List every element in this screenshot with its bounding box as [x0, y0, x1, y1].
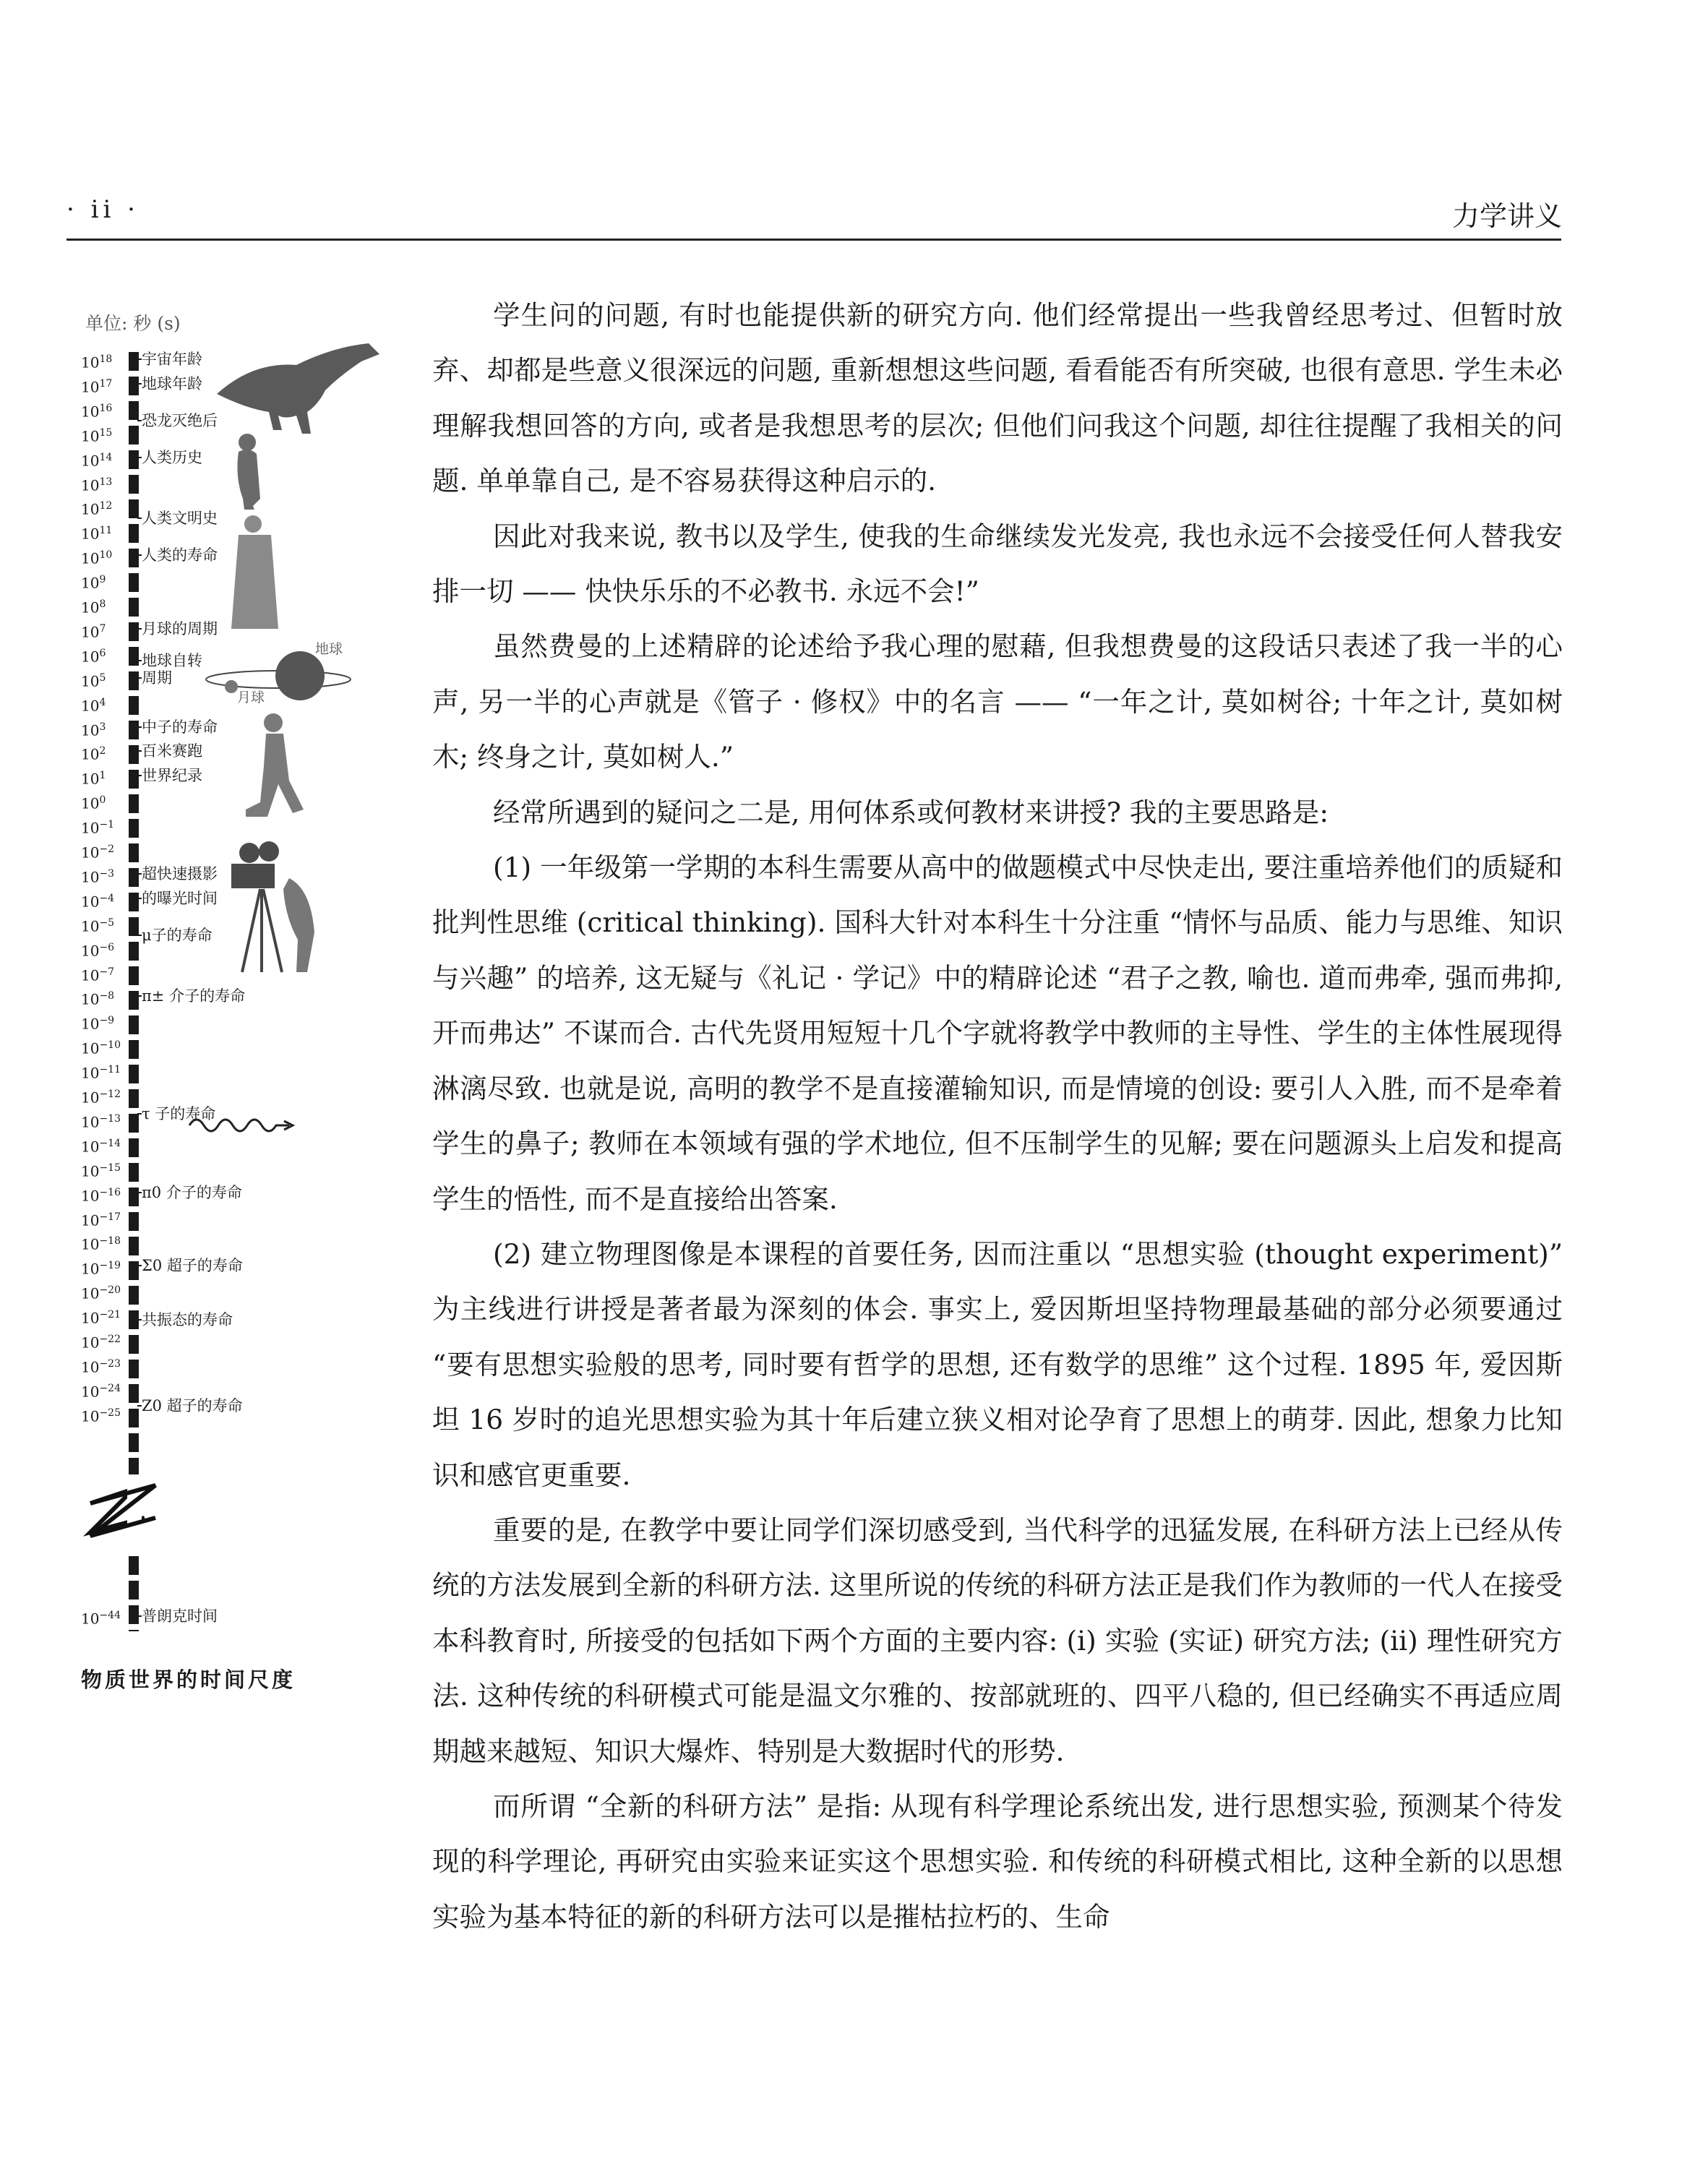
tau-wavy-arrow-icon	[189, 1120, 289, 1131]
timescale-exponent: $10^7$	[81, 622, 106, 641]
timescale-event: 的曝光时间	[142, 889, 218, 907]
timescale-figure	[0, 0, 405, 1735]
timescale-event: π0 介子的寿命	[142, 1183, 242, 1201]
timescale-event: 世界纪录	[142, 767, 202, 785]
timescale-exponent: $10^2$	[81, 745, 106, 764]
timescale-event: π± 介子的寿命	[142, 987, 246, 1005]
timescale-exponent: $10^{15}$	[81, 426, 113, 445]
timescale-exponent: $10^{-21}$	[81, 1309, 121, 1327]
timescale-exponent: $10^{-24}$	[81, 1382, 121, 1401]
earth-label: 地球	[315, 641, 343, 657]
figure-caption: 物质世界的时间尺度	[81, 1667, 296, 1692]
timescale-event: 中子的寿命	[142, 718, 218, 736]
timescale-exponent: $10^{-11}$	[81, 1064, 121, 1082]
timescale-event: 百米赛跑	[142, 742, 202, 760]
classical-figure-illustration	[231, 515, 278, 629]
timescale-exponent: $10^{-22}$	[81, 1334, 121, 1352]
timescale-exponent: $10^{17}$	[81, 377, 113, 396]
running-header-title: 力学讲义	[1451, 200, 1562, 232]
paragraph: 经常所遇到的疑问之二是, 用何体系或何教材来讲授? 我的主要思路是:	[493, 796, 1329, 828]
timescale-exponent-planck: $10^{-44}$	[81, 1610, 121, 1628]
timescale-exponent: $10^9$	[81, 574, 106, 592]
timescale-exponent: $10^{-7}$	[81, 966, 115, 984]
timescale-event: 普朗克时间	[142, 1607, 218, 1625]
timescale-event: 超快速摄影	[142, 864, 218, 883]
page-number: · ii ·	[66, 195, 140, 224]
timescale-exponent: $10^{-3}$	[81, 867, 115, 886]
timescale-exponent: $10^{16}$	[81, 402, 113, 421]
timescale-exponent: $10^{-9}$	[81, 1015, 115, 1033]
timescale-event: Z0 超子的寿命	[142, 1396, 243, 1414]
timescale-exponent: $10^4$	[81, 696, 106, 715]
paragraph: 虽然费曼的上述精辟的论述给予我心理的慰藉, 但我想费曼的这段话只表述了我一半的心声, 另一半的心声就是《管子 · 修权》中的名言 —— “一年之计, 莫如树谷; 十年之计, 莫如树木; 终身之计, 莫如树人.”	[432, 630, 1563, 773]
timescale-event: 月球的周期	[142, 619, 218, 637]
timescale-event: 地球自转	[142, 651, 202, 669]
timescale-exponent: $10^{-25}$	[81, 1407, 121, 1425]
timescale-exponent: $10^{-13}$	[81, 1112, 121, 1131]
timescale-event: 地球年龄	[142, 374, 202, 392]
camera-tripod-illustration	[231, 841, 314, 972]
timescale-unit: 单位: 秒 (s)	[85, 313, 181, 334]
runner-illustration	[246, 713, 304, 817]
timescale-exponent: $10^{-10}$	[81, 1039, 121, 1057]
timescale-exponent: $10^5$	[81, 671, 106, 690]
timescale-exponent: $10^{-8}$	[81, 990, 115, 1009]
timescale-event: 周期	[142, 669, 172, 687]
paragraph: 学生问的问题, 有时也能提供新的研究方向. 他们经常提出一些我曾经思考过、但暂时放弃、却都是些意义很深远的问题, 重新想想这些问题, 看看能否有所突破, 也很有意思. 学生未必理解我想回答的方向, 或者是我想思考的层次; 但他们问我这个问题, 却往往提醒了我相关的问题. 单单靠自己, 是不容易获得这种启示的.	[432, 299, 1563, 497]
timescale-exponent: $10^{14}$	[81, 451, 113, 470]
timescale-exponent: $10^{-1}$	[81, 819, 115, 837]
paragraph: 而所谓 “全新的科研方法” 是指: 从现有科学理论系统出发, 进行思想实验, 预测某个待发现的科学理论, 再研究由实验来证实这个思想实验. 和传统的科研模式相比, 这种全新的以思想实验为基本特征的新的科研方法可以是摧枯拉朽的、生命	[432, 1790, 1563, 1933]
timescale-exponent: $10^1$	[81, 770, 106, 788]
timescale-event: 共振态的寿命	[142, 1310, 233, 1328]
timescale-event: 人类文明史	[142, 510, 218, 528]
timescale-exponent: $10^{-16}$	[81, 1186, 121, 1205]
earth-moon-illustration	[206, 651, 351, 700]
timescale-exponent: $10^{-12}$	[81, 1088, 121, 1107]
timescale-exponent: $10^8$	[81, 598, 106, 617]
timescale-exponent: $10^{-2}$	[81, 843, 115, 862]
timescale-exponent: $10^{-14}$	[81, 1137, 121, 1156]
timescale-illustrations	[0, 0, 405, 1735]
timescale-exponent: $10^{10}$	[81, 549, 113, 567]
timescale-exponent: $10^6$	[81, 647, 106, 666]
timescale-event: μ子的寿命	[142, 926, 213, 944]
timescale-exponent: $10^{-15}$	[81, 1162, 121, 1180]
body-text	[432, 288, 1563, 1944]
timescale-exponent: $10^{-17}$	[81, 1211, 121, 1229]
timescale-exponent: $10^3$	[81, 721, 106, 739]
timescale-exponent: $10^{-4}$	[81, 892, 115, 911]
timescale-exponent: $10^{-19}$	[81, 1260, 121, 1278]
timescale-event: 人类的寿命	[142, 546, 218, 564]
timescale-exponent: $10^{18}$	[81, 353, 113, 372]
timescale-exponent: $10^{-23}$	[81, 1357, 121, 1376]
timescale-event: τ 子的寿命	[142, 1105, 216, 1123]
timescale-exponent: $10^{-5}$	[81, 916, 115, 935]
paragraph: 因此对我来说, 教书以及学生, 使我的生命继续发光发亮, 我也永远不会接受任何人替我安排一切 —— 快快乐乐的不必教书. 永远不会!”	[432, 520, 1563, 608]
timescale-event: 宇宙年龄	[142, 351, 202, 368]
timescale-exponent: $10^{13}$	[81, 476, 113, 494]
timescale-exponent: $10^{12}$	[81, 500, 113, 519]
timescale-exponent: $10^{-18}$	[81, 1235, 121, 1254]
timescale-exponent: $10^0$	[81, 794, 106, 812]
timescale-event: 恐龙灭绝后	[142, 411, 218, 429]
paragraph: (2) 建立物理图像是本课程的首要任务, 因而注重以 “思想实验 (thought experiment)” 为主线进行讲授是著者最为深刻的体会. 事实上, 爱因斯坦坚持物理最基础的部分必须要通过 “要有思想实验般的思考, 同时要有哲学的思想, 还有数学的思维” 这个过程. 1895 年, 爱因斯坦 16 岁时的追光思想实验为其十年后建立狭义相对论孕育了思想上的萌芽. 因此, 想象力比知识和感官更重要.	[432, 1237, 1563, 1491]
dinosaur-illustration	[217, 343, 379, 434]
prehistoric-human-illustration	[237, 434, 260, 510]
paragraph: 重要的是, 在教学中要让同学们深切感受到, 当代科学的迅猛发展, 在科研方法上已经从传统的方法发展到全新的科研方法. 这里所说的传统的科研方法正是我们作为教师的一代人在接受本科教育时, 所接受的包括如下两个方面的主要内容: (i) 实验 (实证) 研究方法; (ii) 理性研究方法. 这种传统的科研模式可能是温文尔雅的、按部就班的、四平八稳的, 但已经确实不再适应周期越来越短、知识大爆炸、特别是大数据时代的形势.	[432, 1513, 1563, 1767]
timescale-event: Σ0 超子的寿命	[142, 1257, 243, 1275]
paragraph: (1) 一年级第一学期的本科生需要从高中的做题模式中尽快走出, 要注重培养他们的质疑和批判性思维 (critical thinking). 国科大针对本科生十分注重 “情怀与品质、能力与思维、知识与兴趣” 的培养, 这无疑与《礼记 · 学记》中的精辟论述 “君子之教, 喻也. 道而弗牵, 强而弗抑, 开而弗达” 不谋而合. 古代先贤用短短十几个字就将教学中教师的主导性、学生的主体性展现得淋漓尽致. 也就是说, 高明的教学不是直接灌输知识, 而是情境的创设: 要引人入胜, 而不是牵着学生的鼻子; 教师在本领域有强的学术地位, 但不压制学生的见解; 要在问题源头上启发和提高学生的悟性, 而不是直接给出答案.	[432, 851, 1563, 1215]
timescale-event: 人类历史	[142, 448, 202, 466]
timescale-exponent: $10^{11}$	[81, 525, 113, 543]
timescale-exponent: $10^{-6}$	[81, 941, 115, 960]
timescale-exponent: $10^{-20}$	[81, 1284, 121, 1302]
moon-label: 月球	[237, 690, 265, 705]
